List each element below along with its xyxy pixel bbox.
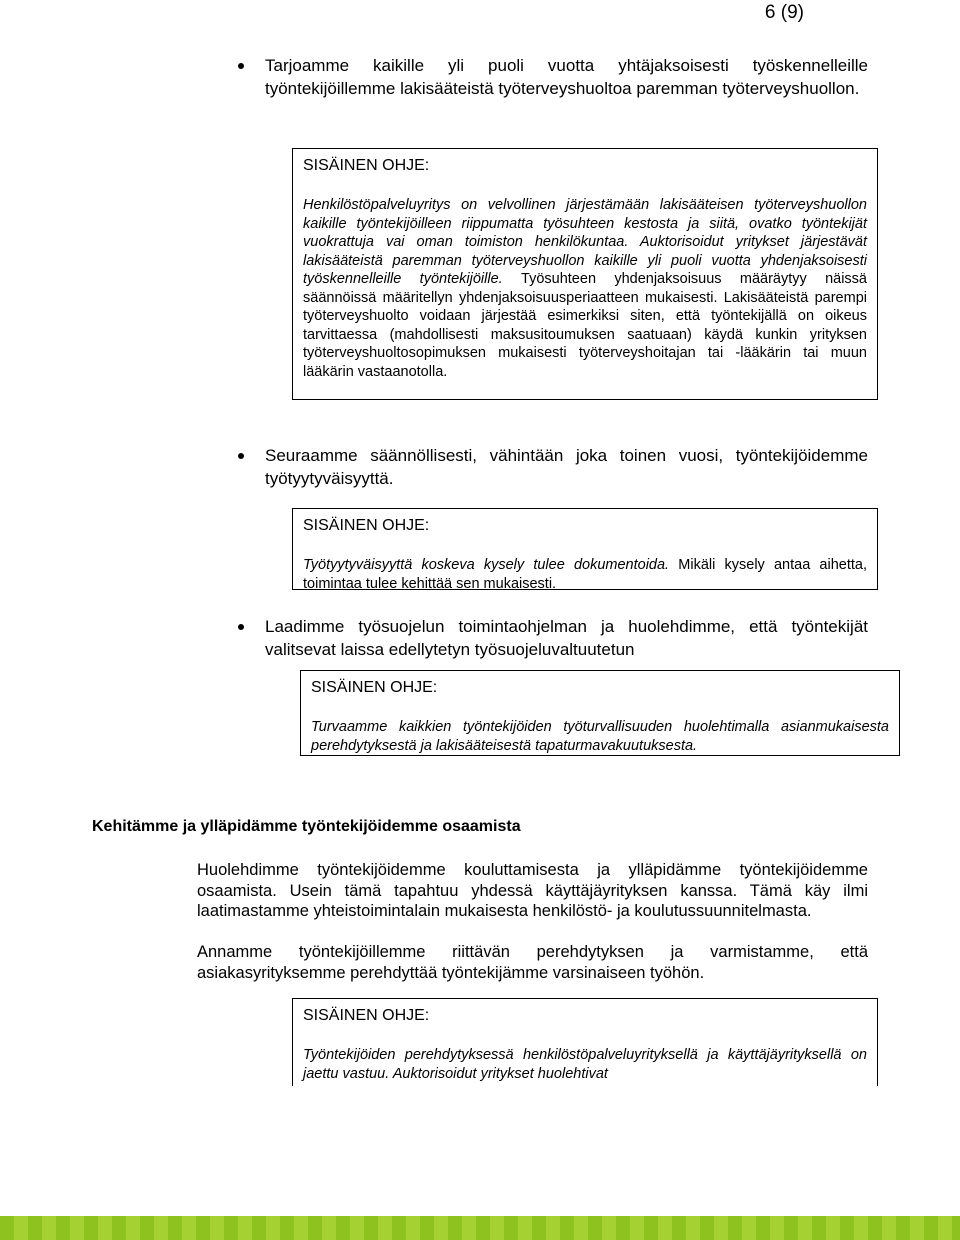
internal-note-title: SISÄINEN OHJE: [311,679,438,696]
internal-note-title: SISÄINEN OHJE: [303,1007,430,1024]
internal-note-box-health [292,148,878,400]
bullet-text: Laadimme työsuojelun toimintaohjelman ja huolehdimme, että työntekijät valitsevat laissa edellytetyn työsuojeluvaltuutetun [265,617,868,659]
internal-note-body [303,556,867,593]
note-italic-text: Työtyytyväisyyttä koskeva kysely tulee dokumentoida. [303,557,670,573]
note-italic-text: Työntekijöiden perehdytyksessä henkilöstöpalveluyrityksellä ja käyttäjäyrityksellä on jaettu vastuu. Auktorisoidut yritykset huolehtivat [303,1047,867,1082]
paragraph-orientation: Annamme työntekijöillemme riittävän perehdytyksen ja varmistamme, että asiakasyrityksemme perehdyttää työntekijämme varsinaiseen työhön. [197,943,868,982]
footer-stripe [0,1216,960,1240]
internal-note-box-satisfaction [292,508,878,590]
note-plain-text: Mikäli kysely antaa aihetta, toimintaa tulee kehittää sen mukaisesti. [303,557,868,592]
internal-note-box-orientation [292,998,878,1086]
internal-note-body [311,718,889,755]
internal-note-body [303,1046,867,1083]
internal-note-box-safety [300,670,900,756]
bullet-item-occupational-health [265,54,868,100]
bullet-icon [238,63,244,69]
internal-note-title: SISÄINEN OHJE: [303,157,430,174]
bullet-text: Tarjoamme kaikille yli puoli vuotta yhtäjaksoisesti työskennelleille työntekijöillemme lakisääteistä työterveyshuoltoa paremman työterveyshuollon. [265,56,868,98]
note-italic-text: Turvaamme kaikkien työntekijöiden työturvallisuuden huolehtimalla asianmukaisesta perehdytyksestä ja lakisääteisestä tapaturmavakuutuksesta. [311,719,889,754]
paragraph-training: Huolehdimme työntekijöidemme kouluttamisesta ja ylläpidämme työntekijöidemme osaamista. Usein tämä tapahtuu yhdessä käyttäjäyrityksen kanssa. Tämä käy ilmi laatimastamme yhteistoimintalain mukaisesta henkilöstö- ja koulutussuunnitelmasta. [197,861,868,920]
section-heading: Kehitämme ja ylläpidämme työntekijöidemme osaamista [92,818,521,835]
note-plain-text: Työsuhteen yhdenjaksoisuus määräytyy näissä säännöissä määritellyn yhdenjaksoisuusperiaatteen mukaisesti. Lakisääteistä parempi työterveyshuolto voidaan järjestää esimerkiksi siten, että työntekijällä on oikeus tarvittaessa (mahdollisesti maksusitoumuksen saatuaan) käydä kunkin yrityksen työterveyshuoltosopimuksen mukaisesti työterveyshoitajan tai -lääkärin tai muun lääkärin vastaanotolla. [303,271,867,380]
note-italic-text: Henkilöstöpalveluyritys on velvollinen järjestämään lakisääteisen työterveyshuollon kaikille työntekijöilleen riippumatta työsuhteen kestosta ja siitä, ovatko työntekijät vuokrattuja vai oman toimiston henkilökuntaa. Auktorisoidut yritykset järjestävät lakisääteistä paremman työterveyshuollon kaikille yli puoli vuotta yhdenjaksoisesti työskennelleille työntekijöille. [303,197,867,287]
bullet-text: Seuraamme säännöllisesti, vähintään joka toinen vuosi, työntekijöidemme työtyytyväisyyttä. [265,446,868,488]
bullet-item-safety [265,615,868,661]
bullet-icon [238,453,244,459]
page-number: 6 (9) [764,2,804,23]
bullet-item-satisfaction [265,444,868,490]
internal-note-title: SISÄINEN OHJE: [303,517,430,534]
internal-note-body [303,196,867,381]
bullet-icon [238,624,244,630]
